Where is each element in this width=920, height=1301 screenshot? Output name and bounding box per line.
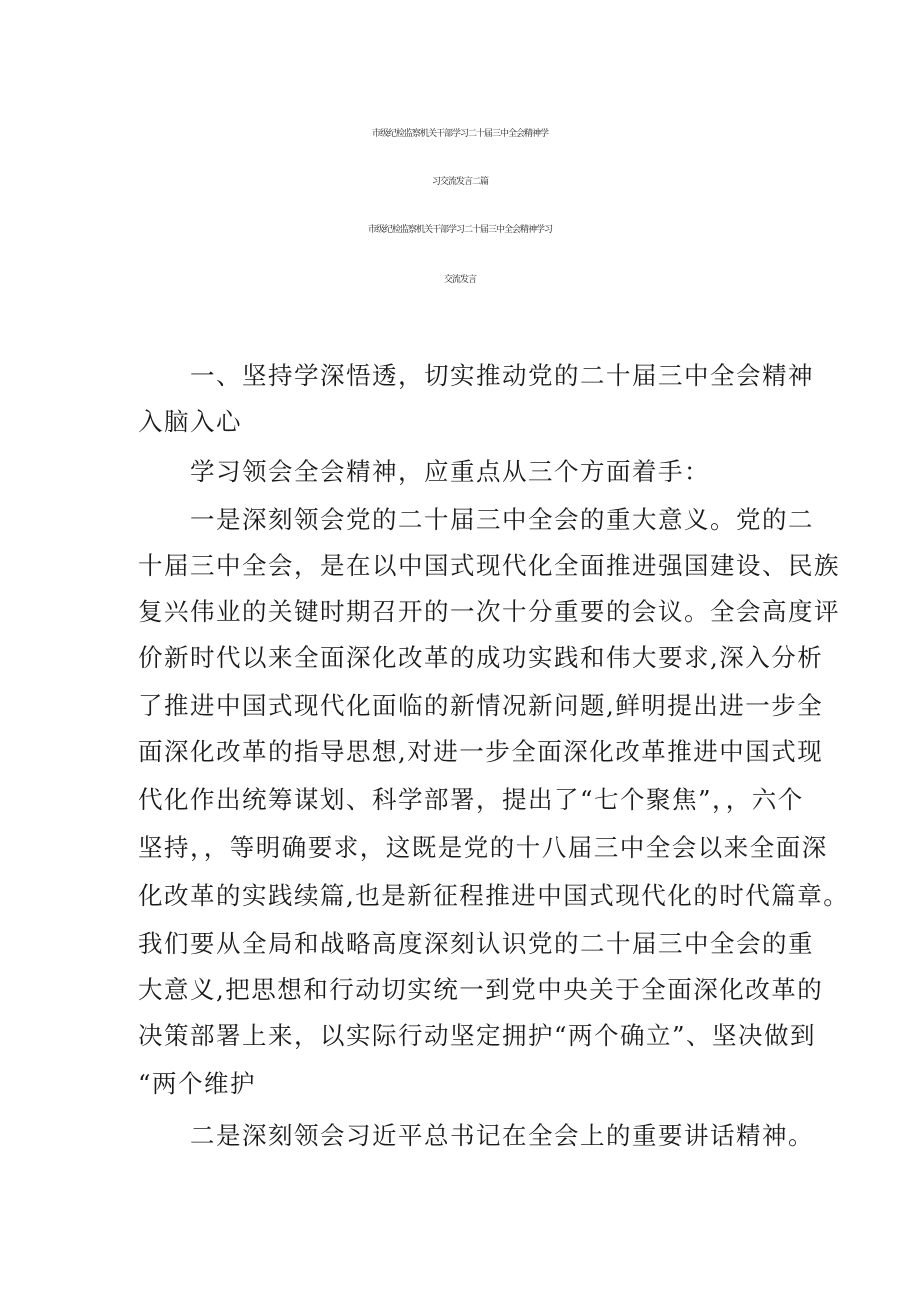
document-title-line-1: 市级纪检监察机关干部学习二十届三中全会精神学 (371, 129, 548, 139)
paragraph-line: 十届三中全会，是在以中国式现代化全面推进强国建设、民族 (138, 551, 840, 580)
paragraph-line: 面深化改革的指导思想,对进一步全面深化改革推进中国式现 (138, 737, 824, 766)
document-subtitle-line-2: 交流发言 (443, 275, 476, 285)
paragraph-line: 一是深刻领会党的二十届三中全会的重大意义。党的二 (190, 505, 814, 534)
paragraph-line: 二是深刻领会习近平总书记在全会上的重要讲话精神。 (190, 1121, 814, 1150)
paragraph-line: “两个维护 (138, 1069, 257, 1098)
paragraph-line: 价新时代以来全面深化改革的成功实践和伟大要求,深入分析 (138, 643, 824, 672)
paragraph-line: 复兴伟业的关键时期召开的一次十分重要的会议。全会高度评 (138, 597, 840, 626)
paragraph-line: 决策部署上来，以实际行动坚定拥护“两个确立”、坚决做到 (138, 1021, 817, 1050)
section-heading-line-2: 入脑入心 (138, 407, 242, 436)
paragraph-line: 代化作出统筹谋划、科学部署，提出了“七个聚焦”，，六个 (138, 785, 804, 814)
section-heading-line-1: 一、坚持学深悟透，切实推动党的二十届三中全会精神 (190, 361, 814, 390)
paragraph-line: 大意义,把思想和行动切实统一到党中央关于全面深化改革的 (138, 975, 824, 1004)
document-subtitle-line-1: 市级纪检监察机关干部学习二十届三中全会精神学习 (367, 225, 552, 235)
paragraph-line: 学习领会全会精神，应重点从三个方面着手： (190, 457, 710, 486)
document-title-line-2: 习交流发言二篇 (431, 177, 488, 187)
paragraph-line: 我们要从全局和战略高度深刻认识党的二十届三中全会的重 (138, 929, 814, 958)
paragraph-line: 坚持，，等明确要求，这既是党的十八届三中全会以来全面深 (138, 833, 828, 862)
paragraph-line: 化改革的实践续篇,也是新征程推进中国式现代化的时代篇章。 (138, 881, 850, 910)
paragraph-line: 了推进中国式现代化面临的新情况新问题,鲜明提出进一步全 (138, 691, 824, 720)
